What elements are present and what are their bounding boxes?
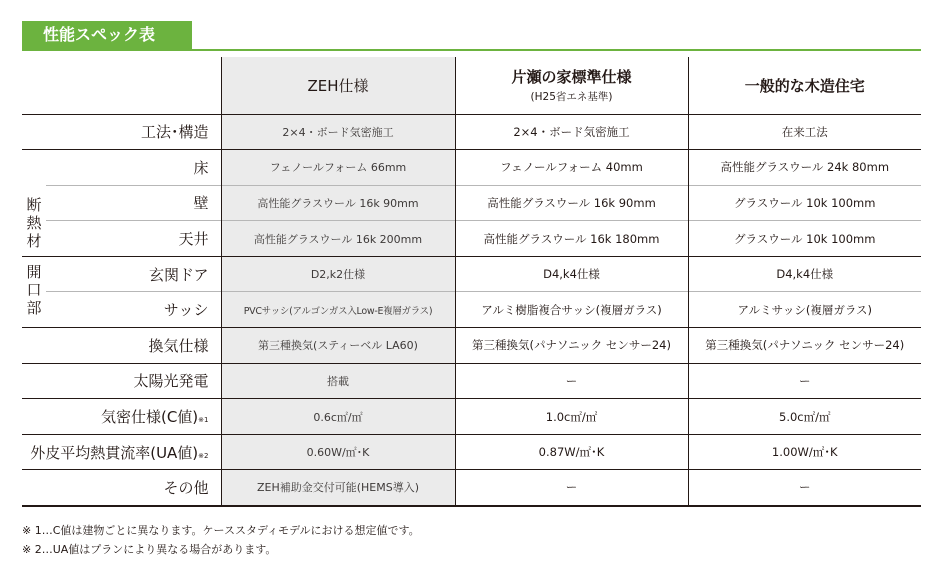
footnote: ※ 2…UA値はプランにより異なる場合があります。 [22,543,277,556]
cell-zeh: PVCサッシ(アルゴンガス入Low-E複層ガラス) [221,292,455,328]
section-title: 性能スペック表 [22,21,192,49]
cell-katase: 2×4・ボード気密施工 [455,114,688,150]
group-char: 熱 [26,214,42,233]
table-row [22,399,921,435]
cell-katase: 高性能グラスウール 16k 180mm [455,221,688,257]
header-row [22,57,921,114]
cell-katase: 0.87W/㎡･K [455,434,688,470]
row-label-text: 外皮平均熱貫流率(UA値) [30,443,199,462]
row-label: その他 [46,470,221,506]
cell-general: D4,k4仕様 [776,267,834,282]
row-label-text: 気密仕様(C値) [100,408,199,427]
title-underline [22,49,921,51]
cell-general: 高性能グラスウール 24k 80mm [720,160,890,175]
cell-zeh: 高性能グラスウール 16k 90mm [221,185,455,221]
table-row [22,470,921,506]
cell-zeh: 高性能グラスウール 16k 200mm [221,221,455,257]
cell-katase: D4,k4仕様 [455,256,688,292]
cell-katase: 1.0c㎡/㎡ [455,399,688,435]
table-row [22,328,921,364]
row-label: 玄関ドア [46,256,221,292]
note-marker: ※1 [198,416,209,425]
group-char: 材 [26,232,42,251]
group-char: 断 [26,196,42,215]
column-header-zeh [221,57,455,114]
cell-general: アルミサッシ(複層ガラス) [737,302,872,317]
cell-katase: ー [455,363,688,399]
row-label: 天井 [46,221,221,257]
table-row [22,114,921,150]
cell-katase: 高性能グラスウール 16k 90mm [455,185,688,221]
table-row [22,292,921,328]
group-char: 開 [26,262,42,281]
corner-cell [22,57,46,114]
cell-zeh: 0.60W/㎡･K [221,434,455,470]
row-label: 床 [46,150,221,186]
column-header-katase [455,57,688,114]
cell-general: ー [799,373,811,388]
cell-katase: アルミ樹脂複合サッシ(複層ガラス) [455,292,688,328]
row-label: サッシ [46,292,221,328]
table-row [22,185,921,221]
group-char: 口 [26,280,42,299]
cell-zeh: 第三種換気(スティーベル LA60) [221,328,455,364]
cell-general: 5.0c㎡/㎡ [779,409,831,424]
cell-katase: フェノールフォーム 40mm [455,150,688,186]
table-row [22,434,921,470]
cell-zeh: 0.6c㎡/㎡ [221,399,455,435]
row-label: 壁 [46,185,221,221]
cell-zeh: 2×4・ボード気密施工 [221,114,455,150]
group-label-insulation [22,150,46,257]
table-row [22,256,921,292]
column-header-katase-title: 片瀬の家標準仕様 [511,68,632,87]
cell-general: グラスウール 10k 100mm [734,195,876,210]
cell-zeh: D2,k2仕様 [221,256,455,292]
table-row [22,221,921,257]
column-header-general-label: 一般的な木造住宅 [744,76,865,95]
cell-general: 1.00W/㎡･K [771,445,838,460]
column-header-general [688,57,921,114]
table-row [22,363,921,399]
note-marker: ※2 [198,451,209,460]
cell-general: 在来工法 [781,124,828,139]
cell-general: 第三種換気(パナソニック センサー24) [705,338,905,353]
cell-zeh: フェノールフォーム 66mm [221,150,455,186]
row-label: 工法･構造 [46,114,221,150]
cell-zeh: 搭載 [221,363,455,399]
table-row [22,150,921,186]
cell-katase: ー [455,470,688,506]
cell-general: グラスウール 10k 100mm [734,231,876,246]
corner-cell-label [46,57,221,114]
column-header-katase-subtitle: (H25省エネ基準) [530,91,613,104]
footnote: ※ 1…C値は建物ごとに異なります。ケーススタディモデルにおける想定値です。 [22,524,420,537]
cell-katase: 第三種換気(パナソニック センサー24) [455,328,688,364]
group-label-openings [22,256,46,327]
group-char: 部 [26,298,42,317]
row-label [46,399,221,435]
cell-general: ー [799,480,811,495]
spec-table [22,57,921,507]
row-label [22,434,221,470]
column-header-zeh-label: ZEH仕様 [307,76,369,95]
row-label: 太陽光発電 [46,363,221,399]
row-label: 換気仕様 [46,328,221,364]
cell-zeh: ZEH補助金交付可能(HEMS導入) [221,470,455,506]
